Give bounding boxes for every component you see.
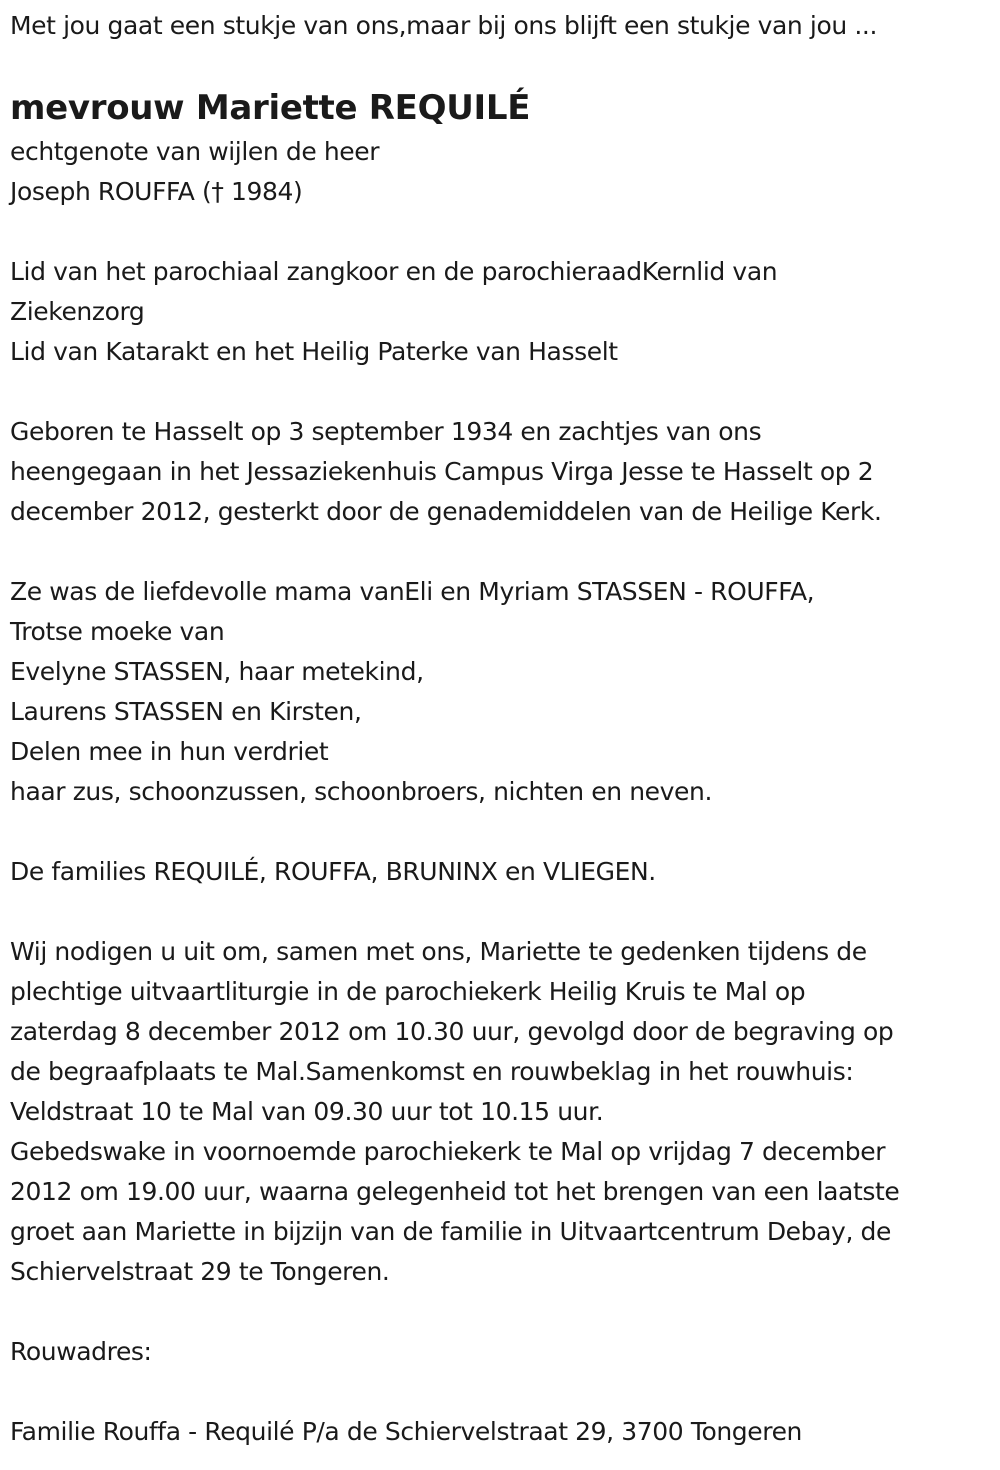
spacer bbox=[10, 892, 995, 932]
spacer bbox=[10, 212, 995, 252]
ceremony-line: Gebedswake in voornoemde parochiekerk te Mal op vrijdag 7 december bbox=[10, 1137, 886, 1166]
ceremony-line: Veldstraat 10 te Mal van 09.30 uur tot 10.15 uur. bbox=[10, 1097, 604, 1126]
birth-death-line: december 2012, gesterkt door de genademiddelen van de Heilige Kerk. bbox=[10, 497, 882, 526]
ceremony-line: groet aan Mariette in bijzijn van de familie in Uitvaartcentrum Debay, de bbox=[10, 1217, 891, 1246]
ceremony-line: zaterdag 8 december 2012 om 10.30 uur, gevolgd door de begraving op bbox=[10, 1017, 894, 1046]
birth-death-line: heengegaan in het Jessaziekenhuis Campus Virga Jesse te Hasselt op 2 bbox=[10, 457, 874, 486]
family-line: Evelyne STASSEN, haar metekind, bbox=[10, 657, 424, 686]
ceremony-line: Wij nodigen u uit om, samen met ons, Mariette te gedenken tijdens de bbox=[10, 937, 867, 966]
membership-line: Lid van Katarakt en het Heilig Paterke van Hasselt bbox=[10, 337, 618, 366]
ceremony-line: 2012 om 19.00 uur, waarna gelegenheid tot het brengen van een laatste bbox=[10, 1177, 900, 1206]
membership-line: Ziekenzorg bbox=[10, 297, 145, 326]
spouse-line-2: Joseph ROUFFA († 1984) bbox=[10, 177, 303, 206]
spacer bbox=[10, 1292, 995, 1332]
spacer bbox=[10, 532, 995, 572]
spacer bbox=[10, 372, 995, 412]
obituary-notice bbox=[10, 6, 995, 1452]
ceremony-line: plechtige uitvaartliturgie in de parochiekerk Heilig Kruis te Mal op bbox=[10, 977, 806, 1006]
family-line: Trotse moeke van bbox=[10, 617, 225, 646]
mourning-address: Familie Rouffa - Requilé P/a de Schiervelstraat 29, 3700 Tongeren bbox=[10, 1417, 802, 1446]
family-line: Laurens STASSEN en Kirsten, bbox=[10, 697, 362, 726]
membership-line: Lid van het parochiaal zangkoor en de parochieraadKernlid van bbox=[10, 257, 778, 286]
family-line: haar zus, schoonzussen, schoonbroers, nichten en neven. bbox=[10, 777, 713, 806]
family-line: Delen mee in hun verdriet bbox=[10, 737, 329, 766]
motto: Met jou gaat een stukje van ons,maar bij ons blijft een stukje van jou ... bbox=[10, 11, 877, 40]
deceased-name: mevrouw Mariette REQUILÉ bbox=[10, 88, 531, 128]
spacer bbox=[10, 1372, 995, 1412]
ceremony-line: Schiervelstraat 29 te Tongeren. bbox=[10, 1257, 390, 1286]
ceremony-line: de begraafplaats te Mal.Samenkomst en rouwbeklag in het rouwhuis: bbox=[10, 1057, 854, 1086]
families-line: De families REQUILÉ, ROUFFA, BRUNINX en VLIEGEN. bbox=[10, 857, 656, 886]
spacer bbox=[10, 812, 995, 852]
family-line: Ze was de liefdevolle mama vanEli en Myriam STASSEN - ROUFFA, bbox=[10, 577, 815, 606]
spouse-line-1: echtgenote van wijlen de heer bbox=[10, 137, 380, 166]
address-label: Rouwadres: bbox=[10, 1337, 152, 1366]
birth-death-line: Geboren te Hasselt op 3 september 1934 en zachtjes van ons bbox=[10, 417, 762, 446]
